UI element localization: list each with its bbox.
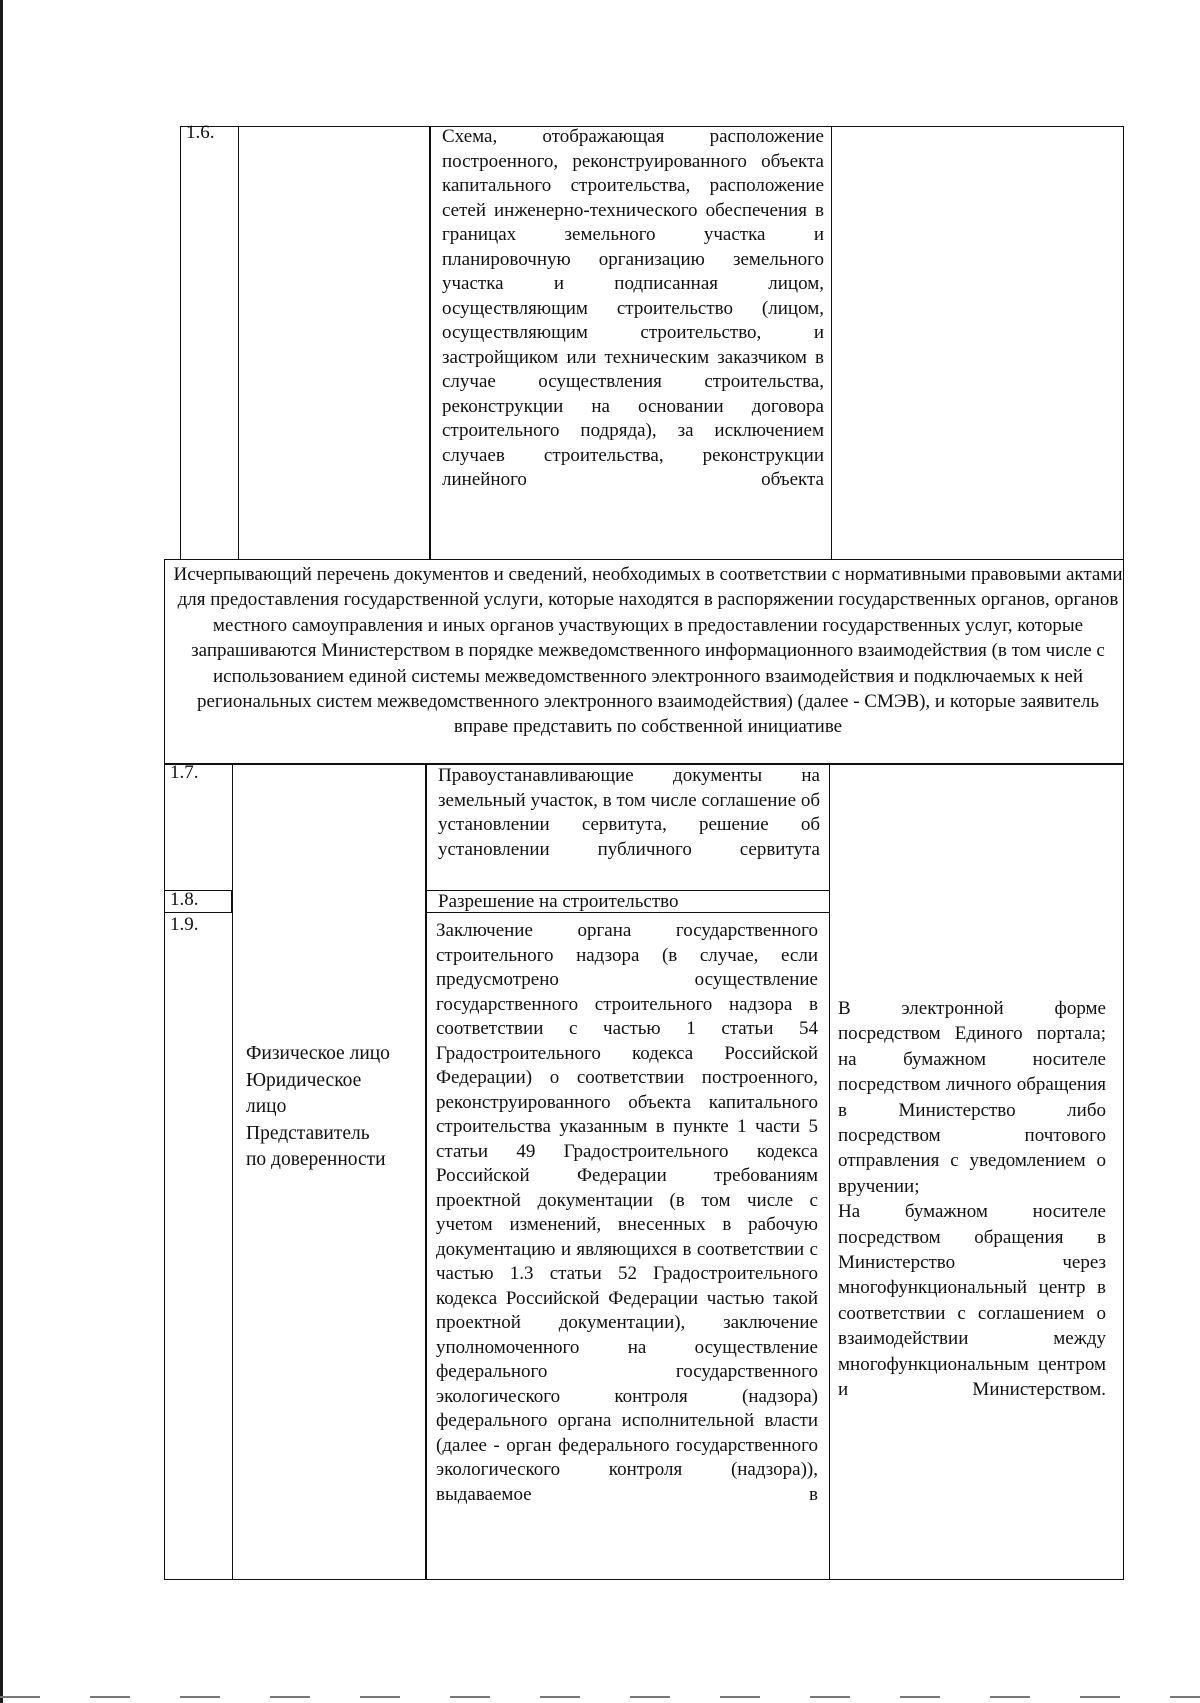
document-name: Разрешение на строительство xyxy=(438,891,679,912)
applicant-individual: Физическое лицо xyxy=(246,1043,390,1064)
document-name: Схема, отображающая расположение построенного, реконструированного объекта капитального строительства, расположение сетей инженерно-технического обеспечения в границах земельного участка и планировочную организацию земельного участка и подписанная лицом, осуществляющим строительство (лицом, осуществляющим строительство, и застройщиком или техническим заказчиком в случае осуществления строительства, реконструкции на основании договора строительного подряда), за исключением случаев строительства, реконструкции линейного объекта xyxy=(442,126,824,490)
document-name: Заключение органа государственного строительного надзора (в случае, если предусмотрено осуществление государственного строительного надзора в соответствии с частью 1 статьи 54 Градостроительного кодекса Российской Федерации) о соответствии построенного, реконструированного объекта капитального строительства указанным в пункте 1 части 5 статьи 49 Градостроительного кодекса Российской Федерации требованиям проектной документации (в том числе с учетом изменений, внесенных в рабочую документацию и являющихся в соответствии с частью 1.3 статьи 52 Градостроительного кодекса Российской Федерации частью такой проектной документации), заключение уполномоченного на осуществление федерального государственного экологического контроля (надзора) федерального органа исполнительной власти (далее - орган федерального государственного экологического контроля (надзора)), выдаваемое в xyxy=(436,920,818,1505)
method-paper-in-person: на бумажном носителе посредством личного обращения в Министерство либо посредством почтового отправления с уведомлением о вручении; xyxy=(838,1048,1106,1197)
submission-methods xyxy=(838,996,1106,1403)
applicant-legal-entity: Юридическое xyxy=(246,1069,362,1091)
method-paper-mfc: На бумажном носителе посредством обращения в Министерство через многофункциональный центр в соответствии с соглашением о взаимодействии между многофункциональным центром и Министерством. xyxy=(838,1201,1106,1401)
row-number: 1.9. xyxy=(170,914,199,935)
row-number: 1.8. xyxy=(170,889,199,910)
applicant-list xyxy=(246,1041,424,1174)
row-1-6-col-applicant xyxy=(238,126,430,560)
section-heading: Исчерпывающий перечень документов и сведений, необходимых в соответствии с нормативными правовыми актами для предоставления государственной услуги, которые находятся в распоряжении государственных органов, органов местного самоуправления и иных органов участвующих в предоставлении государственных услуг, которые запрашиваются Министерством в порядке межведомственного информационного взаимодействия (в том числе с использованием единой системы межведомственного электронного взаимодействия и подключаемых к ней региональных систем межведомственного электронного взаимодействия) (далее - СМЭВ), и которые заявитель вправе представить по собственной инициативе xyxy=(173,564,1123,738)
method-electronic: В электронной форме посредством Единого портала; xyxy=(838,998,1106,1045)
applicant-legal-entity-cont: лицо xyxy=(246,1096,287,1117)
applicant-representative: Представитель xyxy=(246,1122,370,1144)
document-name: Правоустанавливающие документы на земельный участок, в том числе соглашение об установлении сервитута, решение об установлении публичного сервитута xyxy=(438,765,820,860)
applicant-by-proxy: по доверенности xyxy=(246,1149,386,1170)
row-number: 1.6. xyxy=(186,122,215,143)
row-number: 1.7. xyxy=(170,762,199,783)
